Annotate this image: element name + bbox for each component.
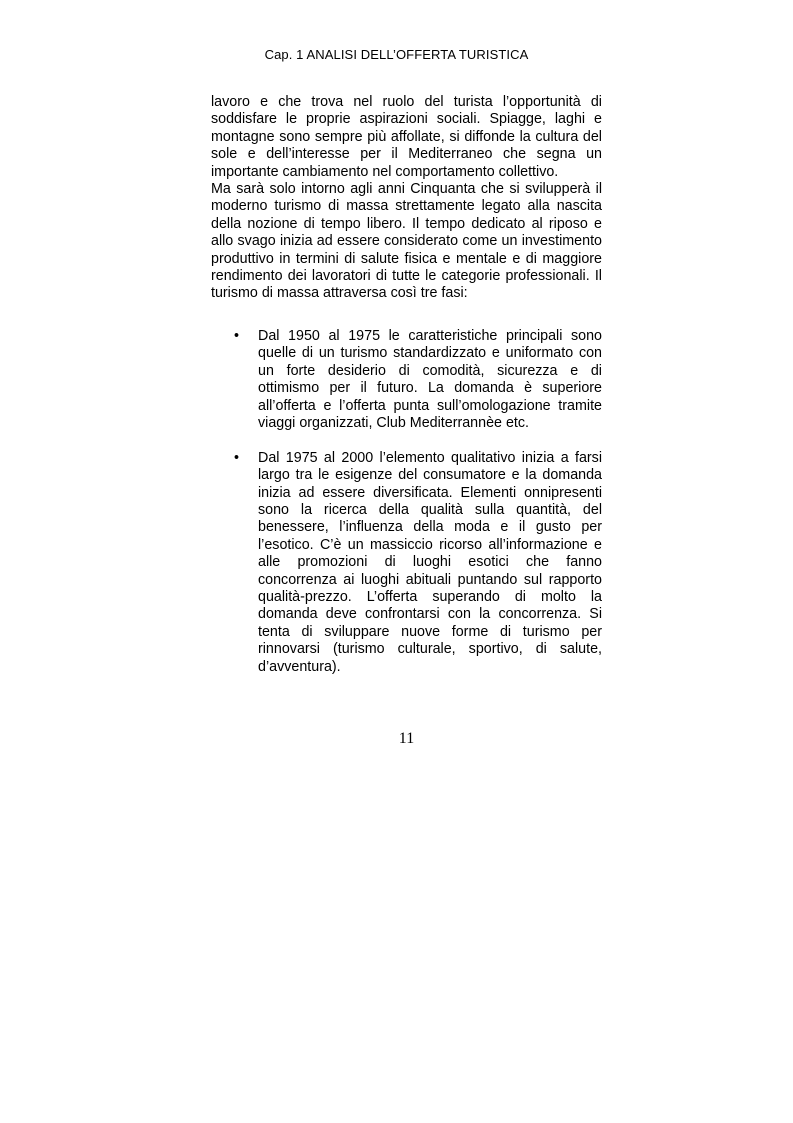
list-item-text: Dal 1950 al 1975 le caratteristiche principali sono quelle di un turismo standardizzato e uniformato con un forte desiderio di comodità, sicurezza e di ottimismo per il futuro. La domanda è superiore all’offerta e l’offerta punta sull’omologazione tramite viaggi organizzati, Club Mediterrannèe etc.: [258, 327, 602, 431]
bullet-icon: •: [234, 449, 240, 466]
paragraph-continuation: lavoro e che trova nel ruolo del turista l’opportunità di soddisfare le proprie aspirazioni sociali. Spiagge, laghi e montagne sono sempre più affollate, si diffonde la cultura del sole e dell’interesse per il Mediterraneo che segna un importante cambiamento nel comportamento collettivo.: [211, 94, 602, 180]
paragraph-mass-tourism: Ma sarà solo intorno agli anni Cinquanta che si svilupperà il moderno turismo di massa strettamente legato alla nascita della nozione di tempo libero. Il tempo dedicato al riposo e allo svago inizia ad essere considerato come un investimento produttivo in termini di salute fisica e mentale e di maggiore rendimento dei lavoratori di tutte le categorie professionali. Il turismo di massa attraversa così tre fasi:: [211, 181, 602, 302]
running-header: Cap. 1 ANALISI DELL’OFFERTA TURISTICA: [264, 47, 529, 62]
list-item-text: Dal 1975 al 2000 l’elemento qualitativo inizia a farsi largo tra le esigenze del consumatore e la domanda inizia ad essere diversificata. Elementi onnipresenti sono la ricerca della qualità sulla quantità, del benessere, l’influenza della moda e il gusto per l’esotico. C’è un massiccio ricorso all’informazione e alle promozioni di luoghi esotici che fanno concorrenza ai luoghi abituali puntando sul rapporto qualità-prezzo. L’offerta superando di molto la domanda deve confrontarsi con la concorrenza. Si tenta di sviluppare nuove forme di turismo per rinnovarsi (turismo culturale, sportivo, di salute, d’avventura).: [258, 449, 602, 675]
page-body: [211, 94, 602, 676]
list-item-phase-1: [211, 328, 602, 432]
phases-list: [211, 328, 602, 676]
bullet-icon: •: [234, 327, 240, 344]
list-item-phase-2: [211, 450, 602, 676]
page-number: 11: [398, 730, 415, 747]
